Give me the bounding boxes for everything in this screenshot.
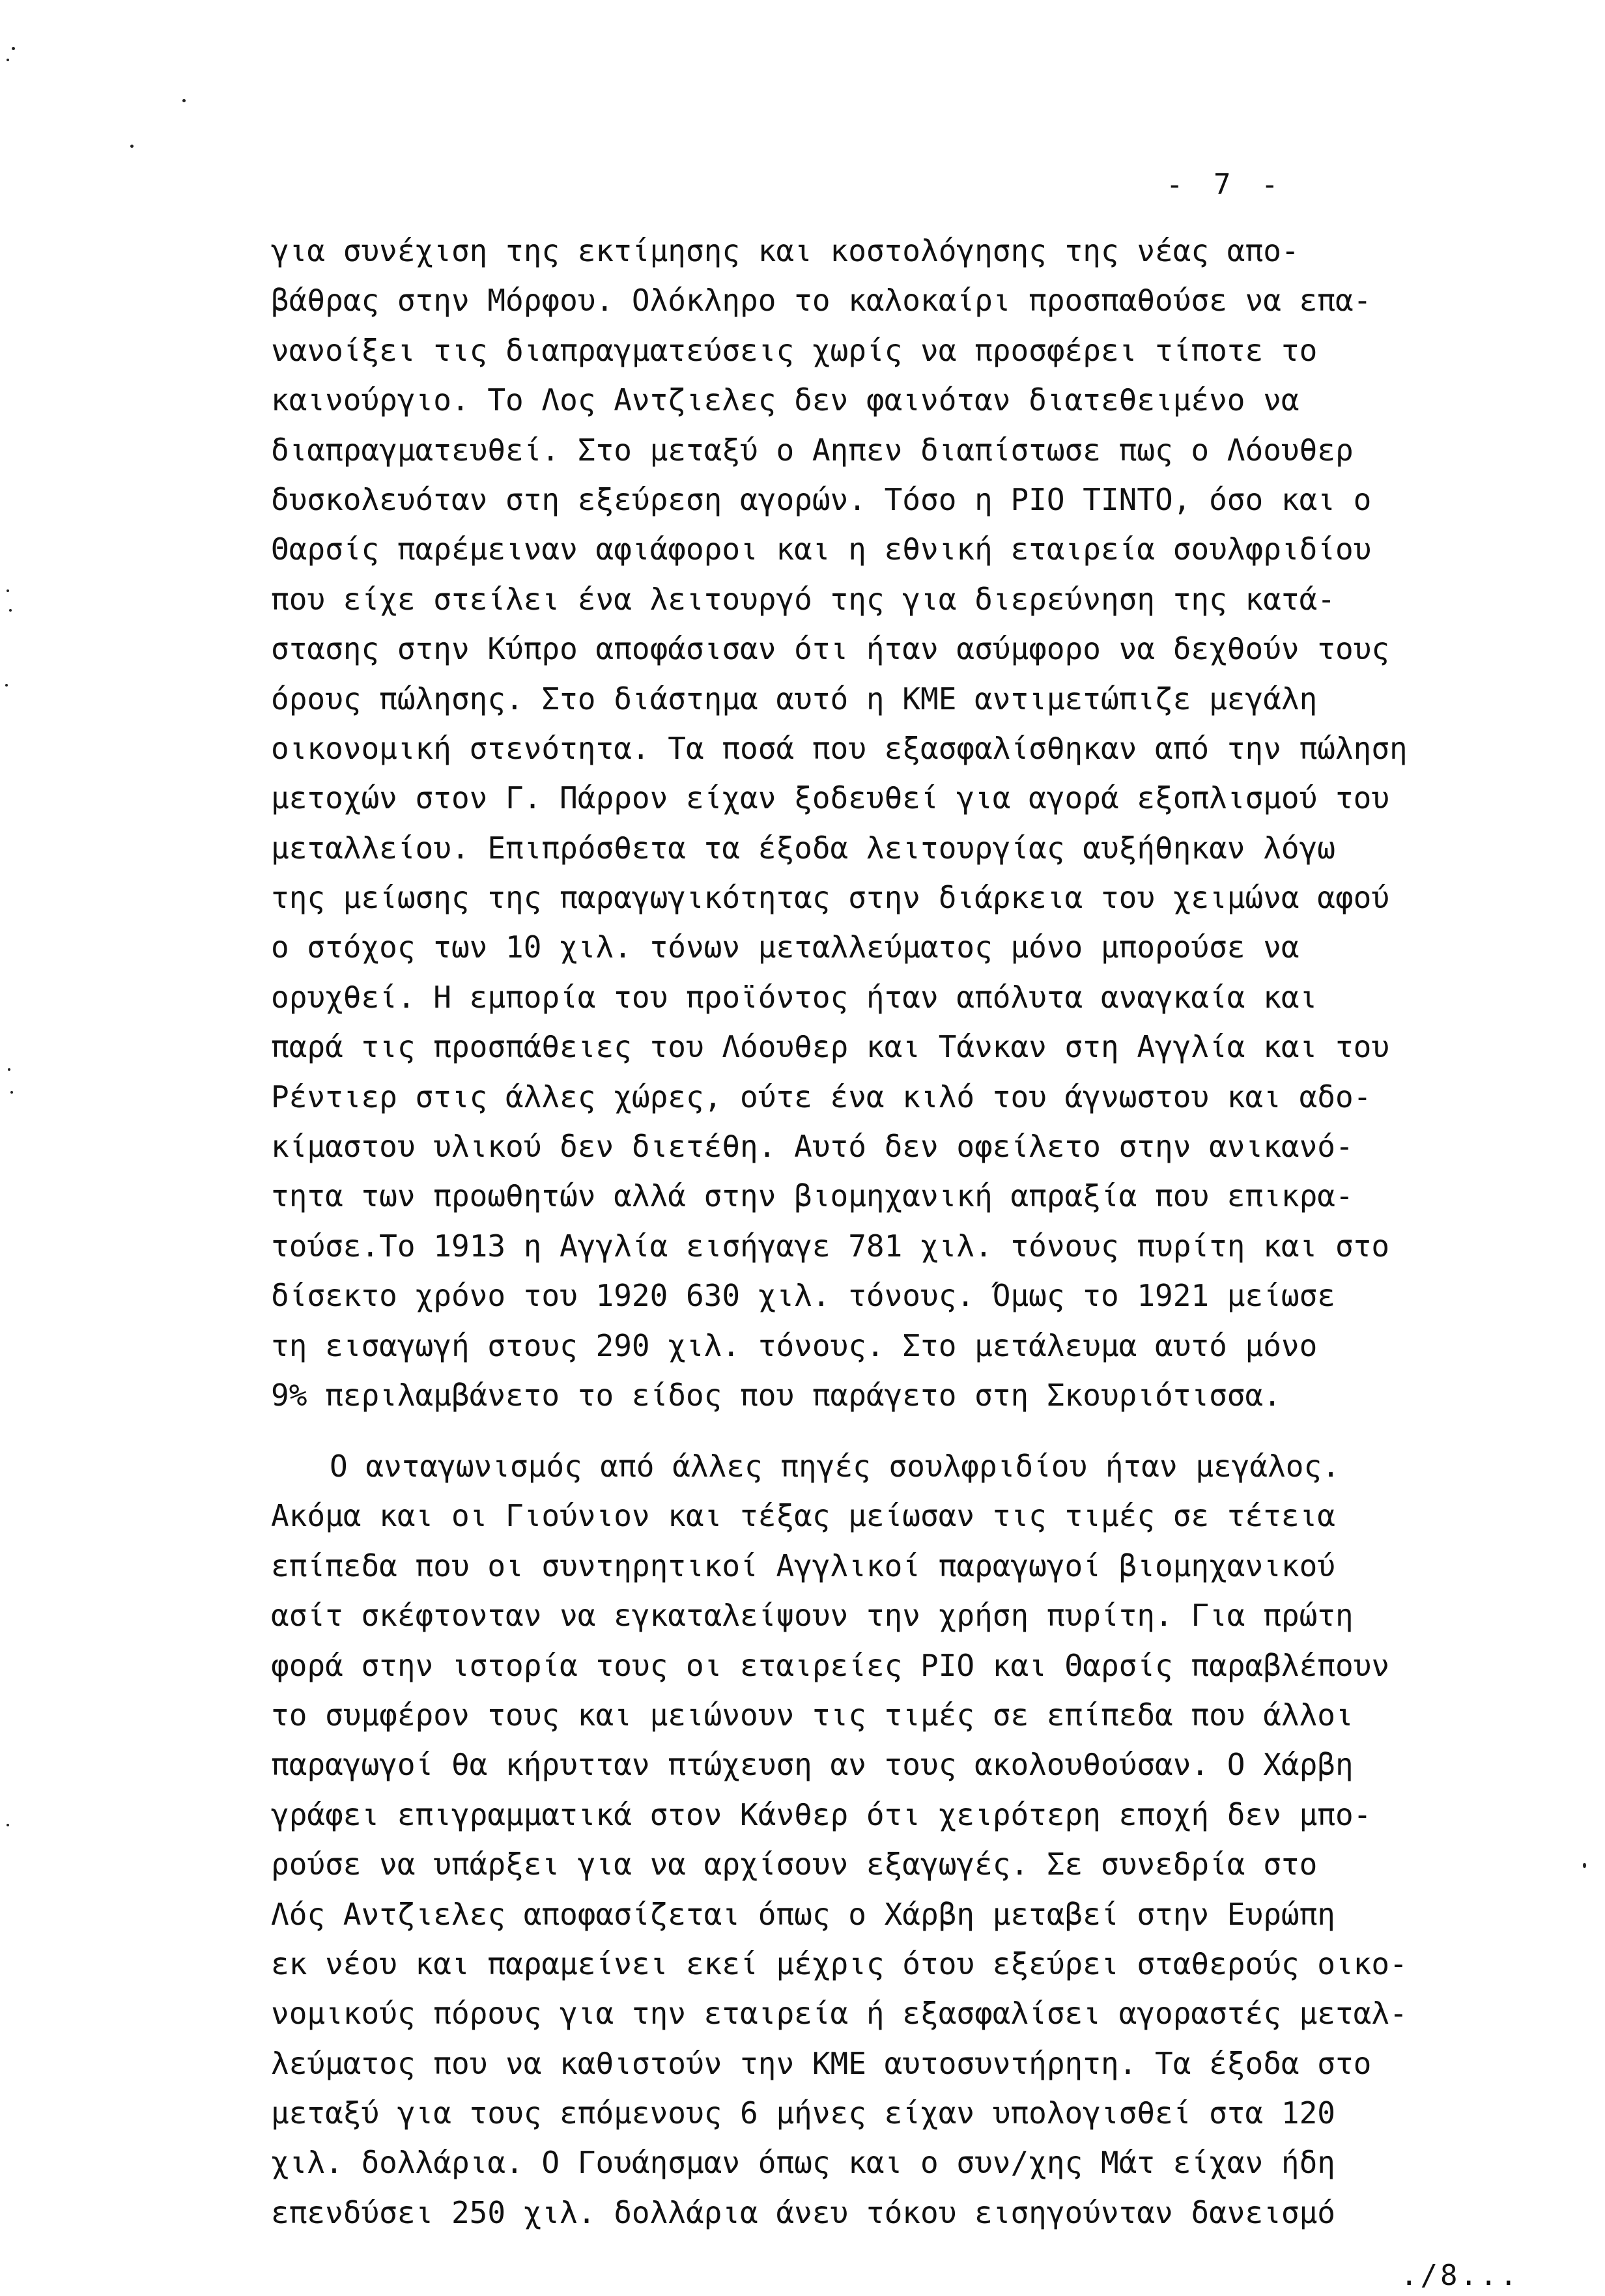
text-line: παραγωγοί θα κήρυτταν πτώχευση αν τους ακολουθούσαν. Ο Χάρβη: [271, 1747, 1354, 1783]
text-line: διαπραγματευθεί. Στο μεταξύ ο Αηπεν διαπίστωσε πως ο Λόουθερ: [271, 432, 1354, 468]
text-line: ρούσε να υπάρξει για να αρχίσουν εξαγωγές. Σε συνεδρία στο: [271, 1847, 1318, 1882]
text-line: καινούργιο. Το Λος Αντζιελες δεν φαινόταν διατεθειμένο να: [271, 382, 1300, 418]
text-line: παρά τις προσπάθειες του Λόουθερ και Τάνκαν στη Αγγλία και του: [271, 1029, 1390, 1065]
text-line: νανοίξει τις διαπραγματεύσεις χωρίς να προσφέρει τίποτε το: [271, 332, 1318, 368]
scan-speck: [7, 1824, 9, 1826]
text-line: φορά στην ιστορία τους οι εταιρείες ΡΙΟ και Θαρσίς παραβλέπουν: [271, 1647, 1390, 1683]
text-line: ασίτ σκέφτονταν να εγκαταλείψουν την χρήση πυρίτη. Για πρώτη: [271, 1598, 1354, 1634]
scan-speck: [130, 145, 134, 148]
scan-speck: [5, 684, 8, 687]
text-line: εκ νέου και παραμείνει εκεί μέχρις ότου εξεύρει σταθερούς οικο-: [271, 1946, 1408, 1981]
paragraph-2: [271, 1441, 1509, 2237]
text-line: μετοχών στον Γ. Πάρρον είχαν ξοδευθεί για αγορά εξοπλισμού του: [271, 780, 1390, 816]
text-line: Ρέντιερ στις άλλες χώρες, ούτε ένα κιλό του άγνωστου και αδο-: [271, 1079, 1372, 1114]
text-line: επενδύσει 250 χιλ. δολλάρια άνευ τόκου εισηγούνταν δανεισμό: [271, 2194, 1335, 2230]
scan-speck: [8, 1068, 10, 1071]
text-line: κίμαστου υλικού δεν διετέθη. Αυτό δεν οφείλετο στην ανικανό-: [271, 1129, 1354, 1165]
text-line: στασης στην Κύπρο αποφάσισαν ότι ήταν ασύμφορο να δεχθούν τους: [271, 631, 1390, 667]
text-line: μεταλλείου. Επιπρόσθετα τα έξοδα λειτουργίας αυξήθηκαν λόγω: [271, 830, 1335, 866]
text-line: όρους πώλησης. Στο διάστημα αυτό η ΚΜΕ αντιμετώπιζε μεγάλη: [271, 681, 1318, 716]
text-line: για συνέχιση της εκτίμησης και κοστολόγησης της νέας απο-: [271, 233, 1300, 268]
text-line: νομικούς πόρους για την εταιρεία ή εξασφαλίσει αγοραστές μεταλ-: [271, 1996, 1408, 2032]
scan-speck: [182, 99, 186, 102]
scan-speck: [1583, 1863, 1586, 1868]
text-line: λεύματος που να καθιστούν την ΚΜΕ αυτοσυντήρητη. Τα έξοδα στο: [271, 2045, 1372, 2081]
text-line: Ο ανταγωνισμός από άλλες πηγές σουλφριδίου ήταν μεγάλος.: [330, 1449, 1340, 1484]
text-line: χιλ. δολλάρια. Ο Γουάησμαν όπως και ο συν/χης Μάτ είχαν ήδη: [271, 2145, 1335, 2181]
text-line: της μείωσης της παραγωγικότητας στην διάρκεια του χειμώνα αφού: [271, 880, 1390, 916]
text-line: το συμφέρον τους και μειώνουν τις τιμές σε επίπεδα που άλλοι: [271, 1697, 1354, 1733]
text-line: Λός Αντζιελες αποφασίζεται όπως ο Χάρβη μεταβεί στην Ευρώπη: [271, 1896, 1335, 1932]
text-line: τούσε.Το 1913 η Αγγλία εισήγαγε 781 χιλ. τόνους πυρίτη και στο: [271, 1228, 1390, 1264]
text-line: επίπεδα που οι συντηρητικοί Αγγλικοί παραγωγοί βιομηχανικού: [271, 1548, 1335, 1583]
page-number: - 7 -: [1166, 168, 1285, 201]
text-line: οικονομική στενότητα. Τα ποσά που εξασφαλίσθηκαν από την πώληση: [271, 730, 1408, 766]
scan-speck: [9, 609, 12, 612]
text-line: δίσεκτο χρόνο του 1920 630 χιλ. τόνους. Όμως το 1921 μείωσε: [271, 1278, 1335, 1314]
text-line: βάθρας στην Μόρφου. Ολόκληρο το καλοκαίρι προσπαθούσε να επα-: [271, 283, 1372, 319]
text-line: Θαρσίς παρέμειναν αφιάφοροι και η εθνική εταιρεία σουλφριδίου: [271, 531, 1372, 567]
text-line: Ακόμα και οι Γιούνιον και τέξας μείωσαν τις τιμές σε τέτεια: [271, 1498, 1335, 1534]
paragraph-1: [271, 226, 1509, 1420]
text-line: δυσκολευόταν στη εξεύρεση αγορών. Τόσο η ΡΙΟ ΤΙΝΤΟ, όσο και ο: [271, 481, 1372, 517]
text-line: ο στόχος των 10 χιλ. τόνων μεταλλεύματος μόνο μπορούσε να: [271, 929, 1300, 965]
scan-speck: [12, 47, 15, 50]
scan-speck: [7, 59, 9, 61]
text-line: τητα των προωθητών αλλά στην βιομηχανική απραξία που επικρα-: [271, 1178, 1354, 1214]
text-line: ορυχθεί. Η εμπορία του προϊόντος ήταν απόλυτα αναγκαία και: [271, 979, 1318, 1015]
text-line: μεταξύ για τους επόμενους 6 μήνες είχαν υπολογισθεί στα 120: [271, 2095, 1335, 2131]
text-line: που είχε στείλει ένα λειτουργό της για διερεύνηση της κατά-: [271, 581, 1335, 617]
text-line: γράφει επιγραμματικά στον Κάνθερ ότι χειρότερη εποχή δεν μπο-: [271, 1796, 1372, 1832]
text-line: 9% περιλαμβάνετο το είδος που παράγετο στη Σκουριότισσα.: [271, 1377, 1281, 1413]
scan-speck: [7, 589, 9, 592]
text-line: τη εισαγωγή στους 290 χιλ. τόνους. Στο μετάλευμα αυτό μόνο: [271, 1327, 1318, 1363]
continuation-marker: ./8...: [1400, 2259, 1520, 2292]
scan-speck: [10, 1091, 13, 1094]
